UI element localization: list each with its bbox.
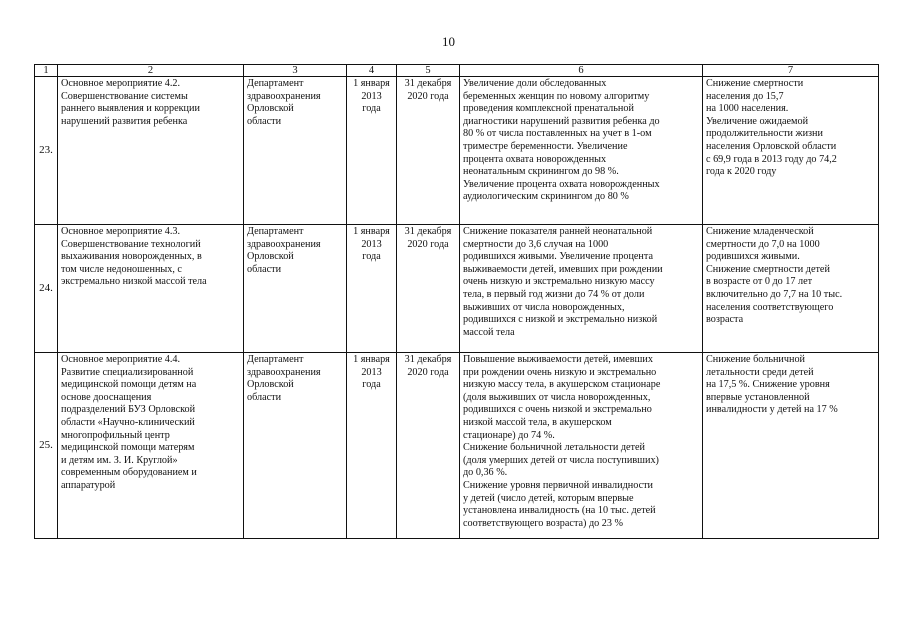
row-number: 23. (35, 77, 58, 225)
column-header: 1 (35, 65, 58, 77)
event-cell (58, 353, 244, 539)
end-date-text: 31 декабря 2020 года (404, 78, 452, 102)
table-header-row (35, 65, 879, 77)
start-date-cell (347, 225, 397, 353)
event-text: Основное мероприятие 4.4. Развитие специализированной медицинской помощи детям на основе дооснащения подразделений БУЗ Орловской области «Научно-клинический многопрофильный центр медицинской помощи матерям и детям им. З. И. Круглой» современным оборудованием и аппаратурой (61, 354, 197, 491)
executor-cell (244, 353, 347, 539)
result-text: Повышение выживаемости детей, имевших при рождении очень низкую и экстремально низкую массу тела, в акушерском стационаре (доля выживших от числа новорожденных, родившихся с очень низкой и экстремально низкой массой тела, в акушерском стационаре) до 74 %. Снижение больничной летальности детей (доля умерших детей от числа поступивших) до 0,36 %. Снижение уровня первичной инвалидности у детей (число детей, которым впервые установлена инвалидность (на 10 тыс. детей соответствующего возраста) до 23 % (463, 354, 661, 529)
result-cell (460, 225, 703, 353)
event-text: Основное мероприятие 4.3. Совершенствование технологий выхаживания новорожденных, в том числе недоношенных, с экстремально низкой массой тела (61, 226, 207, 288)
indicator-cell (703, 353, 879, 539)
indicator-cell (703, 225, 879, 353)
row-number: 24. (35, 225, 58, 353)
column-header: 3 (244, 65, 347, 77)
result-cell (460, 77, 703, 225)
executor-cell (244, 225, 347, 353)
measures-table (34, 64, 879, 539)
start-date-text: 1 января 2013 года (353, 78, 390, 115)
column-header: 4 (347, 65, 397, 77)
start-date-text: 1 января 2013 года (353, 354, 390, 391)
table-row (35, 225, 879, 353)
start-date-cell (347, 77, 397, 225)
indicator-cell (703, 77, 879, 225)
end-date-cell (397, 225, 460, 353)
executor-text: Департамент здравоохранения Орловской области (247, 78, 321, 127)
start-date-cell (347, 353, 397, 539)
result-text: Увеличение доли обследованных беременных женщин по новому алгоритму проведения комплексной пренатальной диагностики нарушений развития ребенка до 80 % от числа поставленных на учет в 1-ом триместре беременности. Увеличение процента охвата новорожденных неонатальным скринингом до 98 %. Увеличение процента охвата новорожденных аудиологическим скринингом до 80 % (463, 78, 660, 203)
end-date-cell (397, 77, 460, 225)
result-text: Снижение показателя ранней неонатальной смертности до 3,6 случая на 1000 родившихся живыми. Увеличение процента выживаемости детей, имевших при рождении очень низкую и экстремально низкую массу тела, в первый год жизни до 74 % от доли выживших от числа новорожденных, родившихся с низкой и экстремально низкой массой тела (463, 226, 663, 338)
indicator-text: Снижение смертности населения до 15,7 на 1000 населения. Увеличение ожидаемой продолжительности жизни населения Орловской области с 69,9 года в 2013 году до 74,2 года к 2020 году (706, 78, 837, 178)
row-number: 25. (35, 353, 58, 539)
column-header: 2 (58, 65, 244, 77)
executor-text: Департамент здравоохранения Орловской области (247, 354, 321, 403)
indicator-text: Снижение младенческой смертности до 7,0 на 1000 родившихся живыми. Снижение смертности детей в возрасте от 0 до 17 лет включительно до 7,7 на 10 тыс. населения соответствующего возраста (706, 226, 843, 326)
end-date-text: 31 декабря 2020 года (404, 354, 452, 378)
end-date-cell (397, 353, 460, 539)
event-cell (58, 77, 244, 225)
start-date-text: 1 января 2013 года (353, 226, 390, 263)
table-row (35, 77, 879, 225)
column-header: 5 (397, 65, 460, 77)
indicator-text: Снижение больничной летальности среди детей на 17,5 %. Снижение уровня впервые установленной инвалидности у детей на 17 % (706, 354, 838, 416)
page-number: 10 (442, 34, 455, 49)
result-cell (460, 353, 703, 539)
end-date-text: 31 декабря 2020 года (404, 226, 452, 250)
table-row (35, 353, 879, 539)
event-text: Основное мероприятие 4.2. Совершенствование системы раннего выявления и коррекции нарушений развития ребенка (61, 78, 200, 127)
executor-text: Департамент здравоохранения Орловской области (247, 226, 321, 275)
executor-cell (244, 77, 347, 225)
column-header: 6 (460, 65, 703, 77)
event-cell (58, 225, 244, 353)
column-header: 7 (703, 65, 879, 77)
